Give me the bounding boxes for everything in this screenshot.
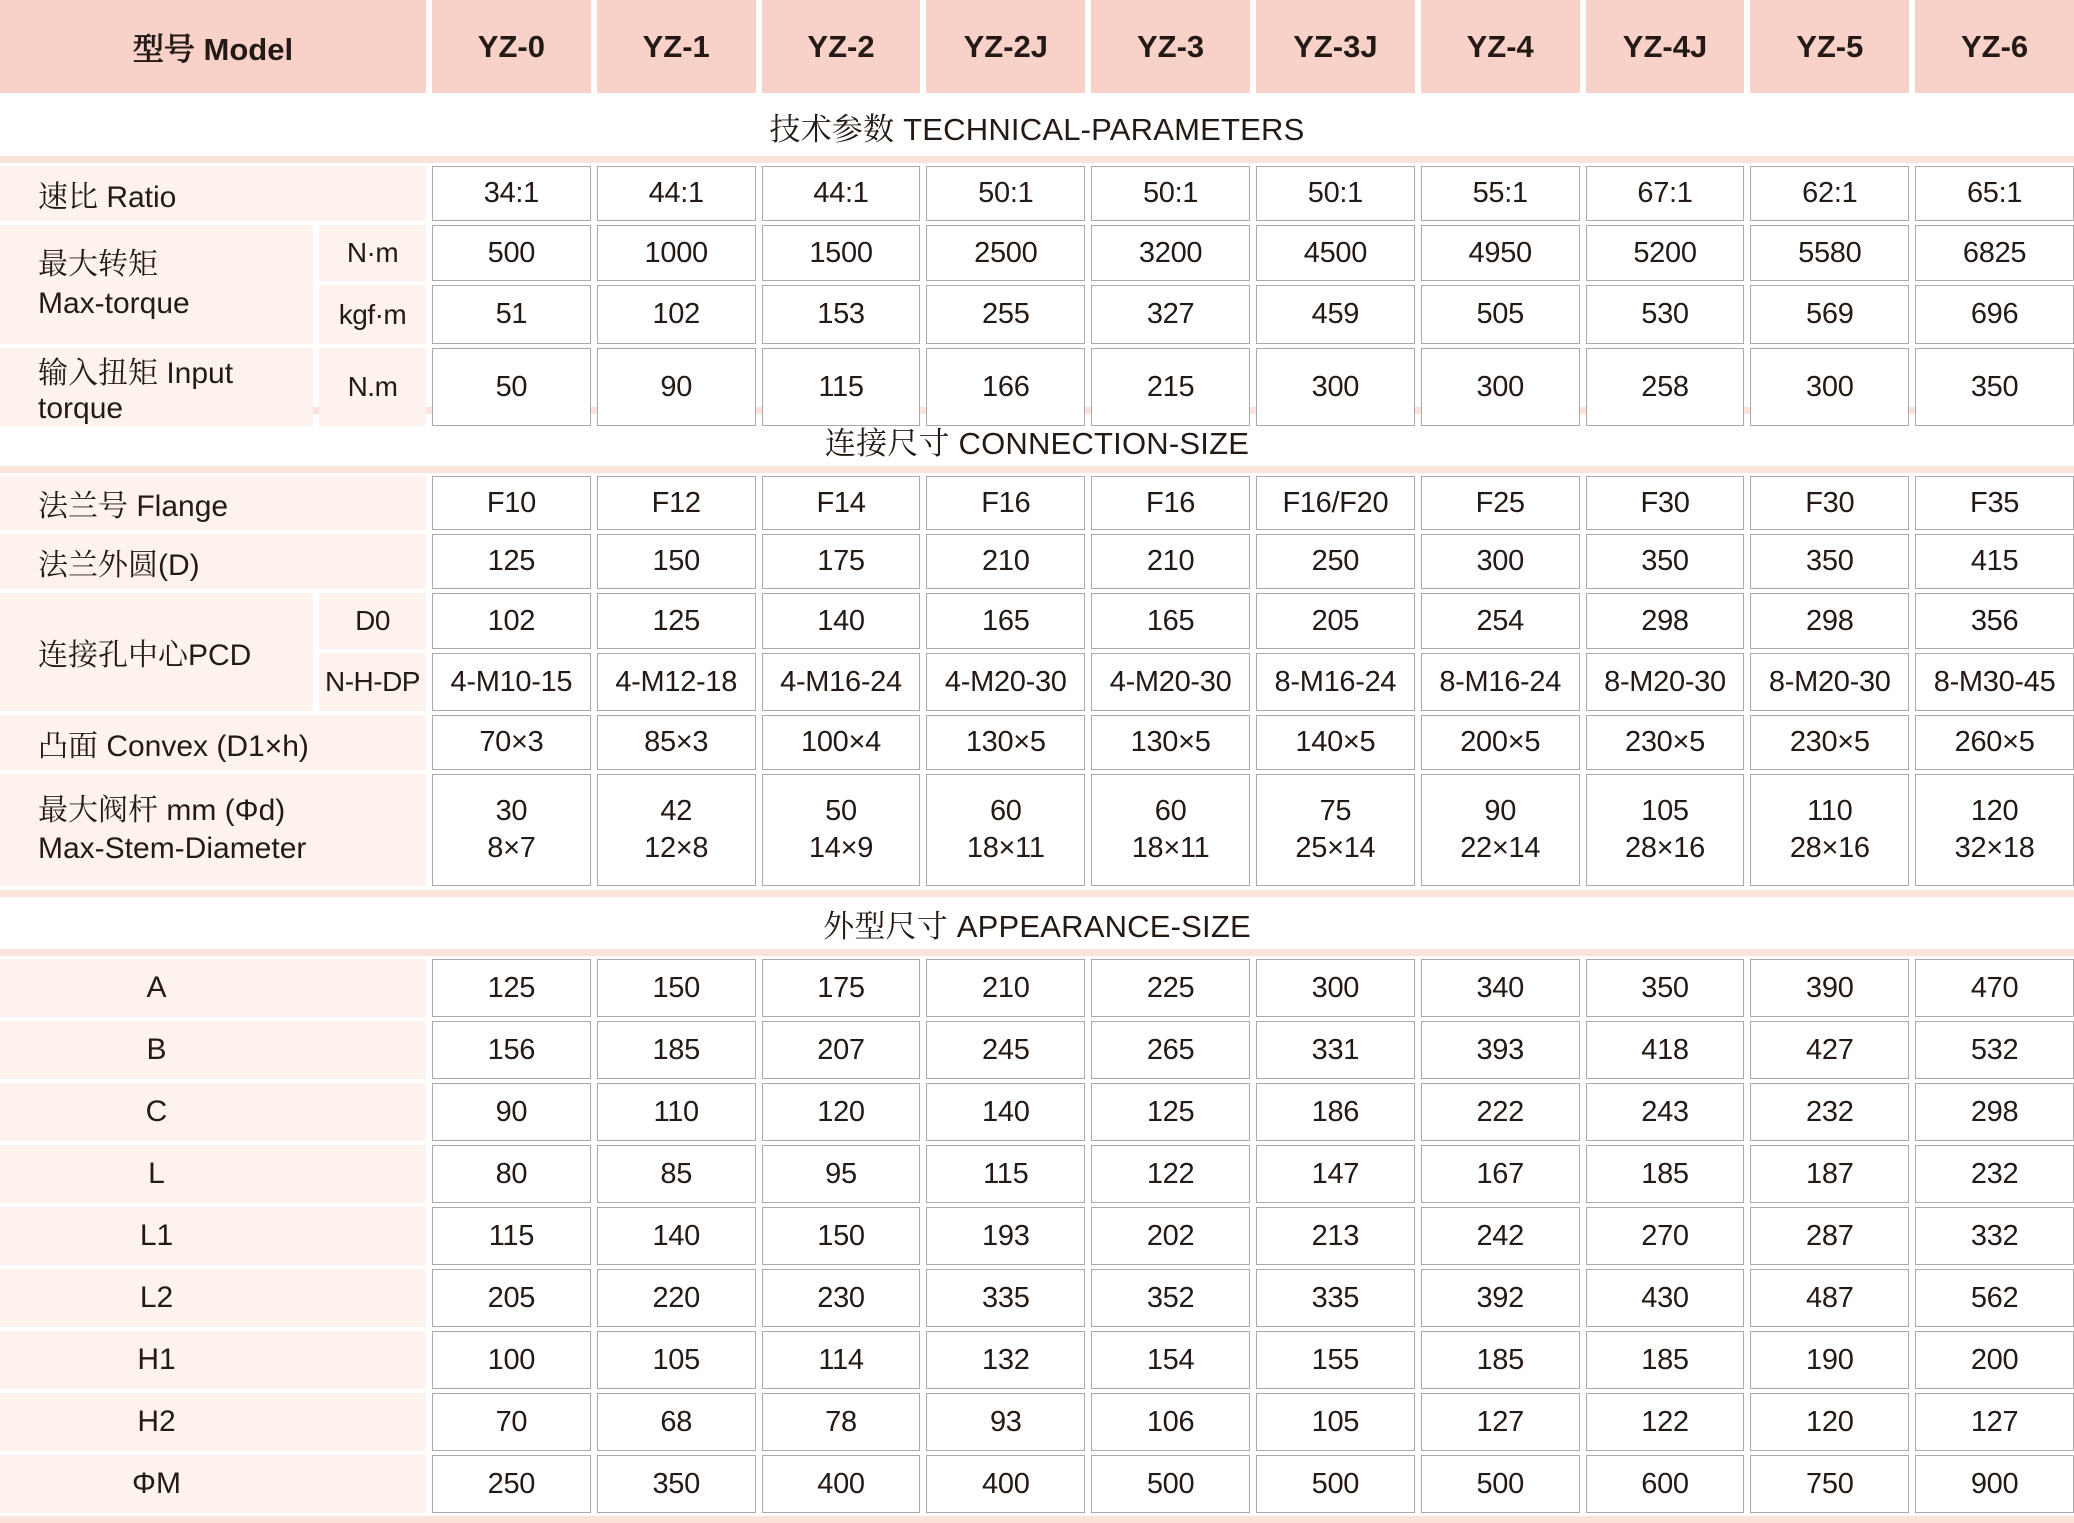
data-cell: 298	[1750, 593, 1909, 649]
data-cell: 500	[1421, 1455, 1580, 1513]
data-cell: 4-M12-18	[597, 653, 756, 711]
data-cell: 258	[1586, 348, 1745, 426]
data-cell: 105	[597, 1331, 756, 1389]
data-cell: 8-M20-30	[1586, 653, 1745, 711]
data-cell: 4500	[1256, 225, 1415, 281]
data-cell: 120 32×18	[1915, 774, 2074, 886]
model-column-header: YZ-3J	[1256, 0, 1415, 93]
row-label-H2: H2	[0, 1393, 426, 1451]
data-cell: 505	[1421, 285, 1580, 344]
data-cell: 340	[1421, 959, 1580, 1017]
data-cell: 243	[1586, 1083, 1745, 1141]
data-cell: 125	[1091, 1083, 1250, 1141]
data-cell: 140	[762, 593, 921, 649]
data-cell: 42 12×8	[597, 774, 756, 886]
data-cell: 350	[1750, 534, 1909, 589]
data-cell: 255	[926, 285, 1085, 344]
data-cell: 130×5	[926, 715, 1085, 770]
model-column-header: YZ-1	[597, 0, 756, 93]
row-label-flange: 法兰号 Flange	[0, 476, 426, 530]
data-cell: 154	[1091, 1331, 1250, 1389]
data-cell: 205	[432, 1269, 591, 1327]
data-cell: 298	[1915, 1083, 2074, 1141]
data-cell: 470	[1915, 959, 2074, 1017]
data-cell: 210	[1091, 534, 1250, 589]
data-cell: 122	[1091, 1145, 1250, 1203]
data-cell: 4-M10-15	[432, 653, 591, 711]
data-cell: 332	[1915, 1207, 2074, 1265]
data-cell: 44:1	[762, 166, 921, 221]
data-cell: 140×5	[1256, 715, 1415, 770]
data-cell: 287	[1750, 1207, 1909, 1265]
data-cell: 230×5	[1586, 715, 1745, 770]
data-cell: 213	[1256, 1207, 1415, 1265]
data-cell: 122	[1586, 1393, 1745, 1451]
data-cell: 250	[1256, 534, 1415, 589]
data-cell: 350	[1586, 534, 1745, 589]
model-column-header: YZ-3	[1091, 0, 1250, 93]
data-cell: 150	[597, 959, 756, 1017]
data-cell: 207	[762, 1021, 921, 1079]
data-cell: 4-M20-30	[1091, 653, 1250, 711]
table-row-L	[0, 1145, 2074, 1203]
row-label-max-stem-en: Max-Stem-Diameter	[38, 832, 307, 865]
data-cell: 75 25×14	[1256, 774, 1415, 886]
data-cell: 185	[1421, 1331, 1580, 1389]
data-cell: 78	[762, 1393, 921, 1451]
data-cell: 190	[1750, 1331, 1909, 1389]
row-label-PhiM: ΦM	[0, 1455, 426, 1513]
data-cell: 569	[1750, 285, 1909, 344]
data-cell: 215	[1091, 348, 1250, 426]
data-cell: F10	[432, 476, 591, 530]
table-row-input-torque	[0, 348, 2074, 425]
data-cell: 8-M16-24	[1421, 653, 1580, 711]
unit-cell-d0: D0	[319, 593, 426, 649]
data-cell: 393	[1421, 1021, 1580, 1079]
data-cell: 350	[1915, 348, 2074, 426]
data-cell: 125	[597, 593, 756, 649]
table-row-convex	[0, 715, 2074, 770]
row-label-max-torque	[0, 225, 313, 344]
data-cell: F16	[1091, 476, 1250, 530]
data-cell: 900	[1915, 1455, 2074, 1513]
data-cell: 156	[432, 1021, 591, 1079]
data-cell: 65:1	[1915, 166, 2074, 221]
data-cell: 250	[432, 1455, 591, 1513]
data-cell: 100×4	[762, 715, 921, 770]
table-header-row	[0, 0, 2074, 93]
data-cell: 210	[926, 959, 1085, 1017]
table-row-H2	[0, 1393, 2074, 1451]
row-label-C: C	[0, 1083, 426, 1141]
data-cell: 60 18×11	[1091, 774, 1250, 886]
data-cell: 125	[432, 959, 591, 1017]
data-cell: 335	[926, 1269, 1085, 1327]
data-cell: 115	[432, 1207, 591, 1265]
section-title-appearance: 外型尺寸 APPEARANCE-SIZE	[0, 897, 2074, 949]
data-cell: 242	[1421, 1207, 1580, 1265]
data-cell: 415	[1915, 534, 2074, 589]
row-label-flange-od: 法兰外圆(D)	[0, 534, 426, 589]
unit-cell-input-torque: N.m	[319, 348, 426, 426]
table-row-pcd	[0, 593, 2074, 711]
table-row-B	[0, 1021, 2074, 1079]
data-cell: 175	[762, 959, 921, 1017]
data-cell: 50:1	[1256, 166, 1415, 221]
data-cell: 187	[1750, 1145, 1909, 1203]
data-cell: 487	[1750, 1269, 1909, 1327]
row-label-max-torque-cn: 最大转矩	[38, 248, 158, 282]
row-label-input-torque: 输入扭矩 Input torque	[0, 348, 313, 426]
data-cell: 392	[1421, 1269, 1580, 1327]
data-cell: 5580	[1750, 225, 1909, 281]
data-cell: 150	[762, 1207, 921, 1265]
data-cell: 95	[762, 1145, 921, 1203]
data-cell: 85×3	[597, 715, 756, 770]
row-label-max-torque-en: Max-torque	[38, 286, 190, 320]
data-cell: 120	[762, 1083, 921, 1141]
data-cell: 562	[1915, 1269, 2074, 1327]
model-column-header: YZ-2	[762, 0, 921, 93]
data-cell: 500	[1256, 1455, 1415, 1513]
model-column-header: YZ-2J	[926, 0, 1085, 93]
data-cell: 80	[432, 1145, 591, 1203]
data-cell: 51	[432, 285, 591, 344]
data-cell: 165	[926, 593, 1085, 649]
data-cell: 5200	[1586, 225, 1745, 281]
data-cell: 50	[432, 348, 591, 426]
section-title-technical: 技术参数 TECHNICAL-PARAMETERS	[0, 97, 2074, 156]
data-cell: 127	[1915, 1393, 2074, 1451]
data-cell: 4950	[1421, 225, 1580, 281]
section-divider	[0, 949, 2074, 956]
data-cell: 62:1	[1750, 166, 1909, 221]
data-cell: 356	[1915, 593, 2074, 649]
data-cell: 110	[597, 1083, 756, 1141]
data-cell: 352	[1091, 1269, 1250, 1327]
data-cell: 750	[1750, 1455, 1909, 1513]
data-cell: 300	[1256, 348, 1415, 426]
data-cell: 532	[1915, 1021, 2074, 1079]
table-bottom-divider	[0, 1516, 2074, 1523]
data-cell: 298	[1586, 593, 1745, 649]
data-cell: 1000	[597, 225, 756, 281]
data-cell: 155	[1256, 1331, 1415, 1389]
data-cell: 3200	[1091, 225, 1250, 281]
data-cell: 60 18×11	[926, 774, 1085, 886]
section-divider	[0, 890, 2074, 897]
data-cell: 230	[762, 1269, 921, 1327]
model-column-header: YZ-6	[1915, 0, 2074, 93]
row-label-L2: L2	[0, 1269, 426, 1327]
data-cell: 166	[926, 348, 1085, 426]
data-cell: 390	[1750, 959, 1909, 1017]
model-column-header: YZ-5	[1750, 0, 1909, 93]
data-cell: 167	[1421, 1145, 1580, 1203]
unit-cell-nhdp: N-H-DP	[319, 653, 426, 711]
data-cell: 300	[1421, 534, 1580, 589]
model-column-header: YZ-4J	[1586, 0, 1745, 93]
data-cell: 427	[1750, 1021, 1909, 1079]
data-cell: 44:1	[597, 166, 756, 221]
data-cell: 150	[597, 534, 756, 589]
data-cell: 68	[597, 1393, 756, 1451]
row-label-B: B	[0, 1021, 426, 1079]
data-cell: 4-M20-30	[926, 653, 1085, 711]
data-cell: 600	[1586, 1455, 1745, 1513]
data-cell: 200	[1915, 1331, 2074, 1389]
data-cell: 125	[432, 534, 591, 589]
data-cell: 265	[1091, 1021, 1250, 1079]
table-row-C	[0, 1083, 2074, 1141]
data-cell: 400	[762, 1455, 921, 1513]
unit-cell-nm: N·m	[319, 225, 426, 281]
data-cell: 50:1	[1091, 166, 1250, 221]
data-cell: 232	[1915, 1145, 2074, 1203]
data-cell: 50 14×9	[762, 774, 921, 886]
data-cell: 8-M30-45	[1915, 653, 2074, 711]
data-cell: 2500	[926, 225, 1085, 281]
data-cell: 105	[1256, 1393, 1415, 1451]
data-cell: 130×5	[1091, 715, 1250, 770]
data-cell: 500	[432, 225, 591, 281]
data-cell: 55:1	[1421, 166, 1580, 221]
data-cell: F30	[1750, 476, 1909, 530]
data-cell: 114	[762, 1331, 921, 1389]
row-label-A: A	[0, 959, 426, 1017]
data-cell: 1500	[762, 225, 921, 281]
data-cell: 185	[1586, 1145, 1745, 1203]
row-label-max-stem	[0, 774, 426, 886]
data-cell: 93	[926, 1393, 1085, 1451]
data-cell: 327	[1091, 285, 1250, 344]
unit-cell-kgfm: kgf·m	[319, 285, 426, 344]
data-cell: 696	[1915, 285, 2074, 344]
data-cell: 67:1	[1586, 166, 1745, 221]
data-cell: 30 8×7	[432, 774, 591, 886]
model-column-header: YZ-4	[1421, 0, 1580, 93]
data-cell: F25	[1421, 476, 1580, 530]
table-row-H1	[0, 1331, 2074, 1389]
table-row-flange-od	[0, 534, 2074, 589]
data-cell: 222	[1421, 1083, 1580, 1141]
model-column-header: YZ-0	[432, 0, 591, 93]
data-cell: 34:1	[432, 166, 591, 221]
data-cell: 100	[432, 1331, 591, 1389]
data-cell: 106	[1091, 1393, 1250, 1451]
data-cell: 90	[597, 348, 756, 426]
table-row-PhiM	[0, 1455, 2074, 1513]
data-cell: 300	[1421, 348, 1580, 426]
data-cell: 147	[1256, 1145, 1415, 1203]
data-cell: 105 28×16	[1586, 774, 1745, 886]
data-cell: 202	[1091, 1207, 1250, 1265]
data-cell: 245	[926, 1021, 1085, 1079]
row-label-ratio: 速比 Ratio	[0, 166, 426, 221]
data-cell: 400	[926, 1455, 1085, 1513]
data-cell: F12	[597, 476, 756, 530]
data-cell: 140	[597, 1207, 756, 1265]
data-cell: 260×5	[1915, 715, 2074, 770]
row-label-max-stem-cn: 最大阀杆 mm (Φd)	[38, 793, 286, 827]
section-title-connection: 连接尺寸 CONNECTION-SIZE	[0, 414, 2074, 466]
data-cell: 50:1	[926, 166, 1085, 221]
table-row-L2	[0, 1269, 2074, 1327]
data-cell: 350	[1586, 959, 1745, 1017]
table-row-flange	[0, 476, 2074, 530]
data-cell: 70×3	[432, 715, 591, 770]
data-cell: 115	[926, 1145, 1085, 1203]
data-cell: 270	[1586, 1207, 1745, 1265]
data-cell: F16	[926, 476, 1085, 530]
data-cell: 8-M16-24	[1256, 653, 1415, 711]
data-cell: 115	[762, 348, 921, 426]
data-cell: 220	[597, 1269, 756, 1327]
table-row-max-stem	[0, 774, 2074, 886]
data-cell: 254	[1421, 593, 1580, 649]
data-cell: 205	[1256, 593, 1415, 649]
data-cell: 120	[1750, 1393, 1909, 1451]
data-cell: 350	[597, 1455, 756, 1513]
row-label-L: L	[0, 1145, 426, 1203]
data-cell: F16/F20	[1256, 476, 1415, 530]
row-label-convex: 凸面 Convex (D1×h)	[0, 715, 426, 770]
data-cell: 85	[597, 1145, 756, 1203]
data-cell: 132	[926, 1331, 1085, 1389]
data-cell: 4-M16-24	[762, 653, 921, 711]
data-cell: 6825	[1915, 225, 2074, 281]
table-row-ratio	[0, 166, 2074, 221]
row-label-H1: H1	[0, 1331, 426, 1389]
data-cell: 153	[762, 285, 921, 344]
row-label-pcd: 连接孔中心PCD	[0, 593, 313, 711]
data-cell: 102	[432, 593, 591, 649]
data-cell: 70	[432, 1393, 591, 1451]
data-cell: 335	[1256, 1269, 1415, 1327]
data-cell: 185	[597, 1021, 756, 1079]
data-cell: 530	[1586, 285, 1745, 344]
data-cell: F14	[762, 476, 921, 530]
data-cell: 8-M20-30	[1750, 653, 1909, 711]
data-cell: 140	[926, 1083, 1085, 1141]
data-cell: 185	[1586, 1331, 1745, 1389]
table-row-L1	[0, 1207, 2074, 1265]
data-cell: 225	[1091, 959, 1250, 1017]
data-cell: 186	[1256, 1083, 1415, 1141]
data-cell: 418	[1586, 1021, 1745, 1079]
data-cell: 110 28×16	[1750, 774, 1909, 886]
data-cell: 200×5	[1421, 715, 1580, 770]
data-cell: 175	[762, 534, 921, 589]
data-cell: F30	[1586, 476, 1745, 530]
data-cell: 210	[926, 534, 1085, 589]
data-cell: 300	[1750, 348, 1909, 426]
data-cell: 127	[1421, 1393, 1580, 1451]
data-cell: 230×5	[1750, 715, 1909, 770]
section-divider	[0, 466, 2074, 473]
data-cell: 459	[1256, 285, 1415, 344]
model-header-cell: 型号 Model	[0, 0, 426, 93]
data-cell: 90	[432, 1083, 591, 1141]
data-cell: 500	[1091, 1455, 1250, 1513]
data-cell: 193	[926, 1207, 1085, 1265]
data-cell: 300	[1256, 959, 1415, 1017]
data-cell: 331	[1256, 1021, 1415, 1079]
section-divider	[0, 156, 2074, 163]
table-row-A	[0, 959, 2074, 1017]
data-cell: 430	[1586, 1269, 1745, 1327]
data-cell: 165	[1091, 593, 1250, 649]
row-label-L1: L1	[0, 1207, 426, 1265]
table-row-max-torque	[0, 225, 2074, 344]
data-cell: F35	[1915, 476, 2074, 530]
data-cell: 90 22×14	[1421, 774, 1580, 886]
data-cell: 102	[597, 285, 756, 344]
data-cell: 232	[1750, 1083, 1909, 1141]
